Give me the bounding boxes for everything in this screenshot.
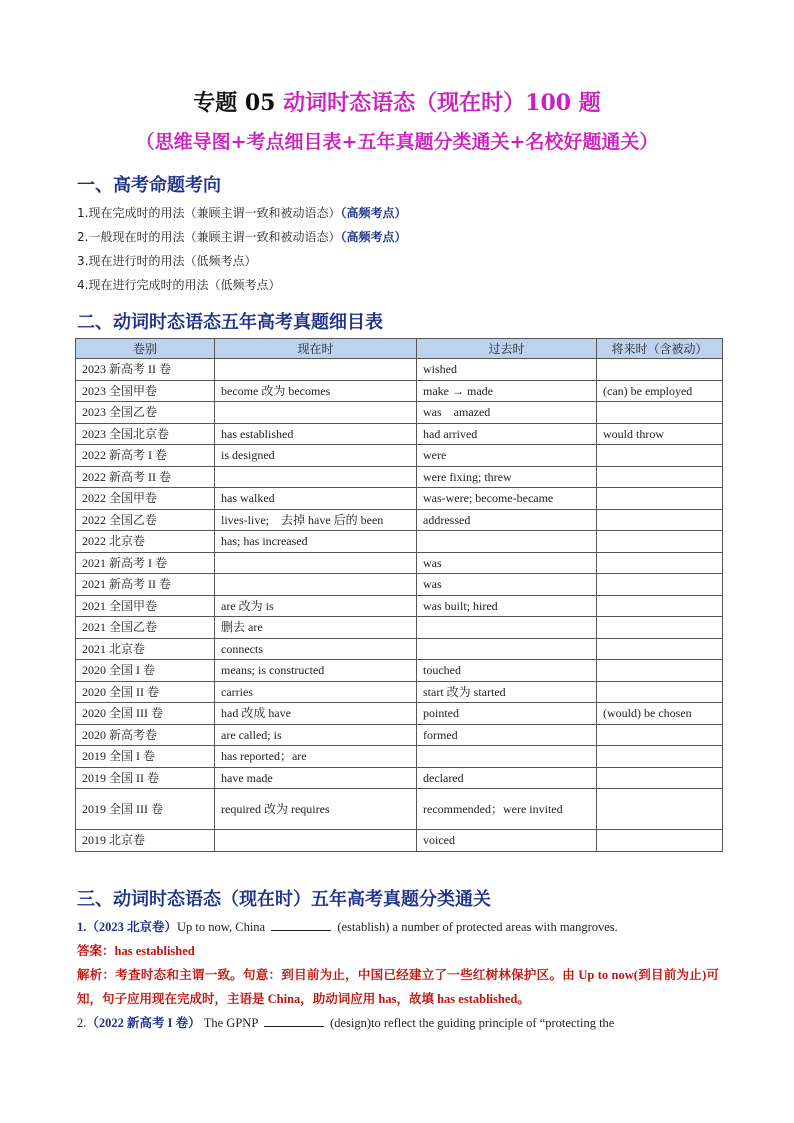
cell-paper: 2020 全国 I 卷: [76, 660, 215, 682]
section3-heading: 三、动词时态语态（现在时）五年高考真题分类通关: [77, 889, 491, 910]
table-row: [76, 767, 723, 789]
cell-present: are called; is: [215, 724, 417, 746]
cell-present: have made: [215, 767, 417, 789]
answer-1: 答案：has established: [77, 944, 195, 958]
table-row: [76, 359, 723, 381]
cell-present: has established: [215, 423, 417, 445]
cell-paper: 2020 新高考卷: [76, 724, 215, 746]
cell-present: has; has increased: [215, 531, 417, 553]
section2-heading: 二、动词时态语态五年高考真题细目表: [77, 312, 383, 333]
cell-past: was amazed: [417, 402, 597, 424]
table-row: [76, 617, 723, 639]
cell-past: [417, 531, 597, 553]
cell-past: addressed: [417, 509, 597, 531]
cell-present: has reported；are: [215, 746, 417, 768]
cell-paper: 2022 新高考 I 卷: [76, 445, 215, 467]
cell-paper: 2023 全国北京卷: [76, 423, 215, 445]
cell-paper: 2020 全国 III 卷: [76, 703, 215, 725]
table-row: [76, 660, 723, 682]
cell-past: [417, 746, 597, 768]
cell-future: (can) be employed: [597, 380, 723, 402]
cell-future: [597, 746, 723, 768]
cell-past: voiced: [417, 830, 597, 852]
cell-past: had arrived: [417, 423, 597, 445]
table-row: [76, 552, 723, 574]
cell-present: become 改为 becomes: [215, 380, 417, 402]
direction-tag: （高频考点）: [340, 230, 407, 244]
cell-present: has walked: [215, 488, 417, 510]
cell-future: [597, 681, 723, 703]
cell-present: [215, 574, 417, 596]
cell-present: means; is constructed: [215, 660, 417, 682]
cell-paper: 2022 全国甲卷: [76, 488, 215, 510]
cell-paper: 2019 全国 I 卷: [76, 746, 215, 768]
cell-present: are 改为 is: [215, 595, 417, 617]
cell-paper: 2019 全国 II 卷: [76, 767, 215, 789]
cell-present: is designed: [215, 445, 417, 467]
cell-future: [597, 617, 723, 639]
cell-paper: 2022 北京卷: [76, 531, 215, 553]
cell-paper: 2021 新高考 I 卷: [76, 552, 215, 574]
direction-tag: （高频考点）: [340, 206, 407, 220]
cell-paper: 2023 全国乙卷: [76, 402, 215, 424]
table-row: [76, 789, 723, 830]
question-source: （2022 新高考 I 卷）: [86, 1016, 201, 1030]
table-row: [76, 746, 723, 768]
cell-future: [597, 445, 723, 467]
cell-present: connects: [215, 638, 417, 660]
cell-paper: 2022 全国乙卷: [76, 509, 215, 531]
header-present: 现在时: [215, 339, 417, 359]
cell-present: [215, 830, 417, 852]
cell-future: [597, 402, 723, 424]
cell-past: was-were; become-became: [417, 488, 597, 510]
cell-paper: 2019 北京卷: [76, 830, 215, 852]
cell-future: (would) be chosen: [597, 703, 723, 725]
table-row: [76, 423, 723, 445]
cell-present: [215, 466, 417, 488]
page-subtitle: （思维导图+考点细目表+五年真题分类通关+名校好题通关）: [135, 131, 659, 153]
answer-blank[interactable]: [271, 918, 331, 931]
cell-paper: 2023 新高考 II 卷: [76, 359, 215, 381]
cell-future: [597, 488, 723, 510]
table-header-row: [76, 339, 723, 359]
cell-past: were fixing; threw: [417, 466, 597, 488]
cell-present: [215, 359, 417, 381]
table-row: [76, 466, 723, 488]
cell-paper: 2020 全国 II 卷: [76, 681, 215, 703]
cell-present: [215, 552, 417, 574]
table-row: [76, 595, 723, 617]
cell-future: [597, 830, 723, 852]
cell-past: formed: [417, 724, 597, 746]
cell-paper: 2022 新高考 II 卷: [76, 466, 215, 488]
cell-future: [597, 724, 723, 746]
cell-past: was built; hired: [417, 595, 597, 617]
cell-present: lives-live; 去掉 have 后的 been: [215, 509, 417, 531]
direction-item: [77, 276, 280, 293]
cell-paper: 2021 全国甲卷: [76, 595, 215, 617]
header-future: 将来时（含被动）: [597, 339, 723, 359]
direction-item: [77, 228, 406, 245]
cell-future: [597, 789, 723, 830]
cell-past: pointed: [417, 703, 597, 725]
cell-present: required 改为 requires: [215, 789, 417, 830]
explanation-1: 解析：考查时态和主谓一致。句意：到目前为止，中国已经建立了一些红树林保护区。由 Up to now(到目前为止)可知，句子应用现在完成时，主语是 China，助动词应用 has，故填 has established。: [77, 968, 719, 1006]
cell-present: carries: [215, 681, 417, 703]
cell-past: make → made: [417, 380, 597, 402]
cell-present: 删去 are: [215, 617, 417, 639]
question-1: [77, 915, 719, 939]
direction-text: 1.现在完成时的用法（兼顾主谓一致和被动语态）: [77, 206, 341, 220]
cell-past: recommended；were invited: [417, 789, 597, 830]
cell-paper: 2021 全国乙卷: [76, 617, 215, 639]
cell-past: [417, 638, 597, 660]
cell-past: declared: [417, 767, 597, 789]
cell-past: wished: [417, 359, 597, 381]
table-row: [76, 380, 723, 402]
table-row: [76, 681, 723, 703]
cell-past: was: [417, 574, 597, 596]
table-row: [76, 445, 723, 467]
direction-item: [77, 252, 256, 269]
table-row: [76, 830, 723, 852]
title-prefix: 专题 05: [193, 90, 276, 116]
direction-text: 2.一般现在时的用法（兼顾主谓一致和被动语态）: [77, 230, 341, 244]
table-row: [76, 531, 723, 553]
table-row: [76, 703, 723, 725]
cell-past: was: [417, 552, 597, 574]
title-main: 动词时态语态（现在时）100 题: [283, 90, 601, 116]
cell-future: [597, 767, 723, 789]
table-row: [76, 509, 723, 531]
cell-present: had 改成 have: [215, 703, 417, 725]
question-text-before: Up to now, China: [177, 920, 266, 934]
table-row: [76, 402, 723, 424]
question-number: 2.: [77, 1016, 87, 1030]
cell-future: [597, 574, 723, 596]
question-2: [77, 1011, 719, 1035]
cell-past: [417, 617, 597, 639]
answer-blank[interactable]: [264, 1014, 324, 1027]
direction-text: 3.现在进行时的用法（低频考点）: [77, 254, 257, 268]
header-past: 过去时: [417, 339, 597, 359]
cell-present: [215, 402, 417, 424]
header-paper: 卷别: [76, 339, 215, 359]
page-title: [0, 86, 794, 117]
cell-future: [597, 509, 723, 531]
question-source: （2023 北京卷）: [86, 920, 178, 934]
cell-future: [597, 638, 723, 660]
table-row: [76, 574, 723, 596]
cell-future: [597, 359, 723, 381]
cell-past: start 改为 started: [417, 681, 597, 703]
direction-item: [77, 204, 406, 221]
cell-future: [597, 660, 723, 682]
cell-past: were: [417, 445, 597, 467]
cell-future: [597, 552, 723, 574]
cell-future: would throw: [597, 423, 723, 445]
cell-future: [597, 595, 723, 617]
question-text-after: (design)to reflect the guiding principle of “protecting the: [330, 1016, 615, 1030]
direction-text: 4.现在进行完成时的用法（低频考点）: [77, 278, 281, 292]
cell-future: [597, 531, 723, 553]
cell-future: [597, 466, 723, 488]
cell-paper: 2021 新高考 II 卷: [76, 574, 215, 596]
table-row: [76, 488, 723, 510]
cell-paper: 2021 北京卷: [76, 638, 215, 660]
section1-heading: 一、高考命题考向: [77, 175, 221, 196]
exam-table: [75, 338, 723, 852]
table-row: [76, 724, 723, 746]
cell-paper: 2023 全国甲卷: [76, 380, 215, 402]
question-text-after: (establish) a number of protected areas with mangroves.: [337, 920, 618, 934]
cell-past: touched: [417, 660, 597, 682]
question-text-before: The GPNP: [203, 1016, 258, 1030]
cell-paper: 2019 全国 III 卷: [76, 789, 215, 830]
table-row: [76, 638, 723, 660]
question-number: 1.: [77, 920, 87, 934]
